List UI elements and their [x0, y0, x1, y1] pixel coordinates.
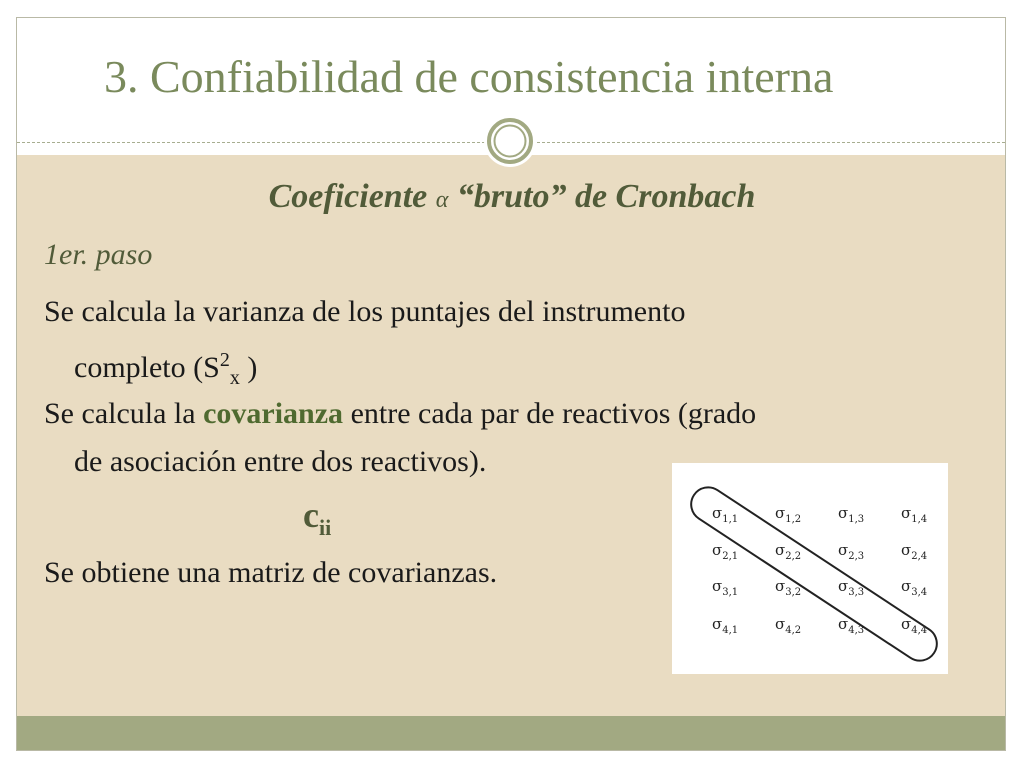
footer-bar	[17, 716, 1005, 750]
slide-title: 3. Confiabilidad de consistencia interna	[104, 51, 834, 102]
variance-line: Se calcula la varianza de los puntajes del instrumento	[44, 295, 686, 328]
covariance-highlight: covarianza	[203, 397, 344, 430]
cii-main: c	[303, 495, 319, 535]
covariance-post: entre cada par de reactivos (grado	[343, 397, 757, 430]
matrix-cell: $\sigma_{2,4}$	[901, 541, 928, 562]
subtitle	[0, 178, 1024, 216]
variance-subscript: x	[229, 367, 240, 389]
matrix-cell: $\sigma_{4,1}$	[712, 615, 739, 636]
cii-subscript: ii	[318, 515, 332, 541]
subtitle-pre: Coeficiente	[268, 178, 436, 215]
variance-cont-text: completo (S	[74, 351, 220, 384]
variance-superscript: 2	[219, 349, 230, 371]
matrix-cell: $\sigma_{2,3}$	[838, 541, 865, 562]
covariance-cont: de asociación entre dos reactivos).	[74, 445, 487, 478]
matrix-cell: $\sigma_{3,2}$	[775, 577, 802, 598]
covariance-pre: Se calcula la	[44, 397, 204, 430]
paragraph-matrix: Se obtiene una matriz de covarianzas.	[44, 556, 498, 589]
matrix-cell: $\sigma_{4,2}$	[775, 615, 802, 636]
subtitle-post: “bruto” de Cronbach	[448, 178, 756, 215]
alpha-symbol: α	[435, 187, 449, 213]
circle-ornament-icon	[482, 113, 538, 169]
variance-cont-close: )	[239, 351, 258, 384]
matrix-cell: $\sigma_{1,1}$	[712, 504, 739, 525]
matrix-cell: $\sigma_{1,2}$	[775, 504, 802, 525]
step-label: 1er. paso	[44, 238, 153, 271]
matrix-cell: $\sigma_{3,3}$	[838, 577, 865, 598]
matrix-cell: $\sigma_{4,3}$	[838, 615, 865, 636]
matrix-cell: $\sigma_{3,4}$	[901, 577, 928, 598]
matrix-cell: $\sigma_{1,3}$	[838, 504, 865, 525]
matrix-cell: $\sigma_{3,1}$	[712, 577, 739, 598]
matrix-cell: $\sigma_{1,4}$	[901, 504, 928, 525]
paragraph-variance	[44, 288, 974, 402]
matrix-cell: $\sigma_{2,2}$	[775, 541, 802, 562]
matrix-cell: $\sigma_{4,4}$	[901, 615, 928, 636]
matrix-cell: $\sigma_{2,1}$	[712, 541, 739, 562]
cii-formula	[303, 494, 331, 541]
covariance-matrix-image	[672, 463, 948, 674]
